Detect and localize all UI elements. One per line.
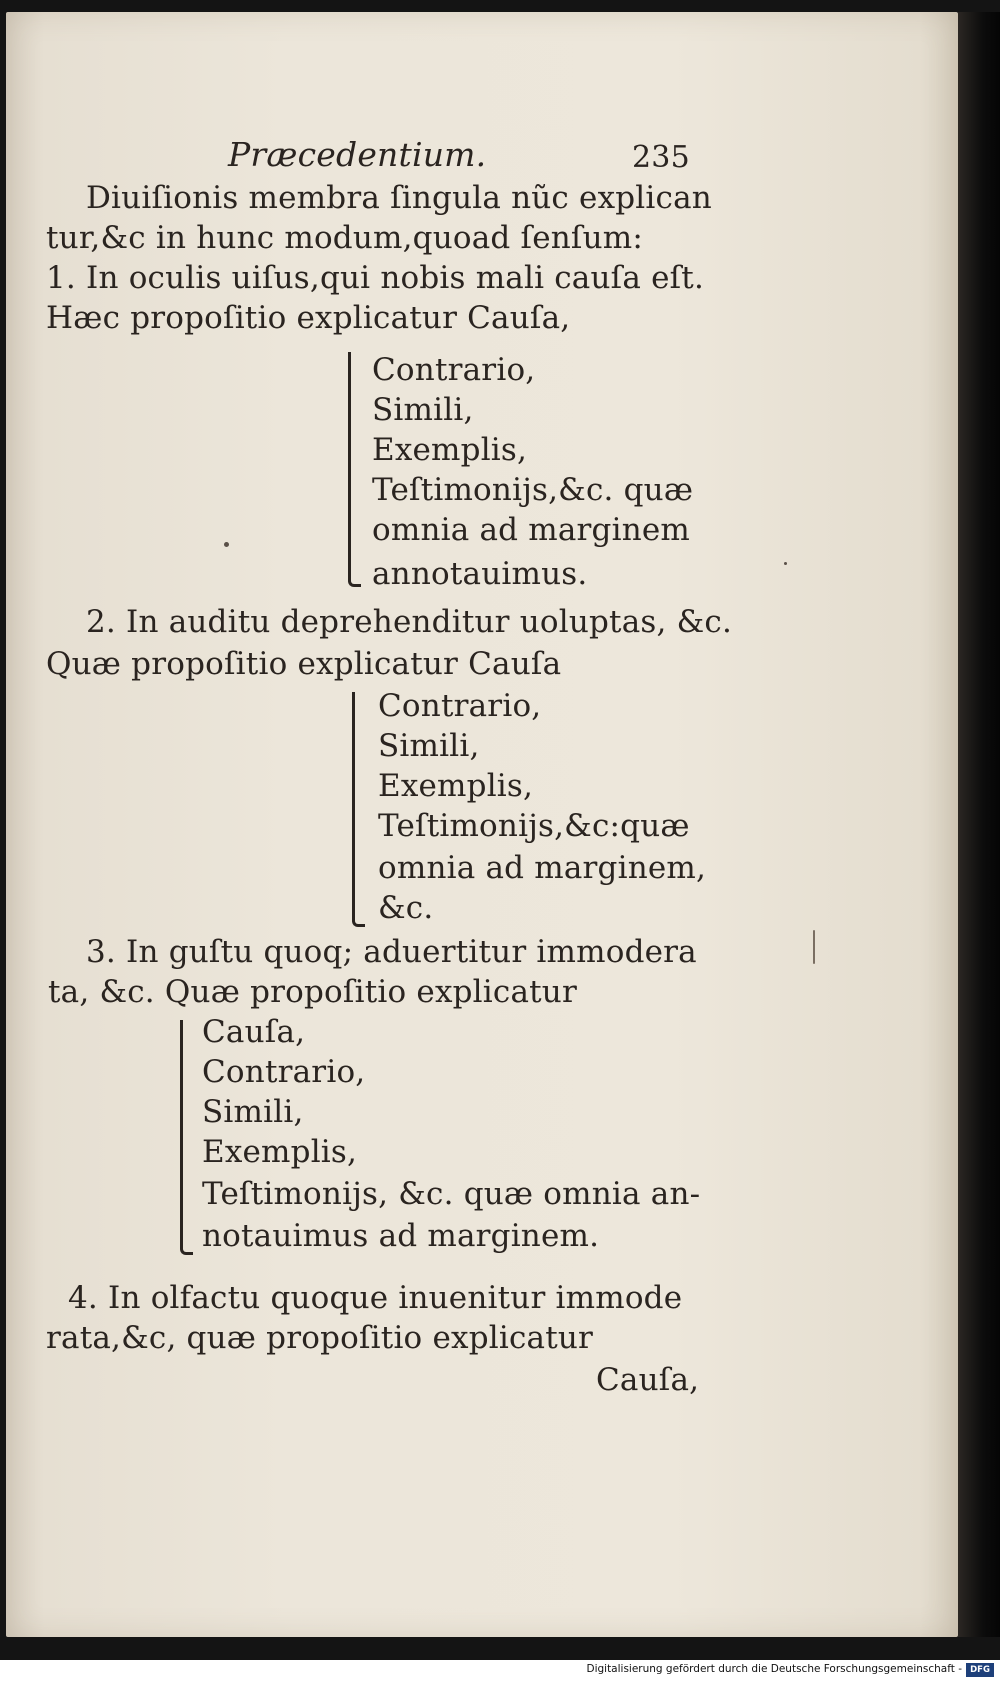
text-line: 4. In olfactu quoque inuenitur immode: [68, 1280, 683, 1316]
list-item: Simili,: [372, 392, 474, 428]
list-item: Teſtimonijs, &c. quæ omnia an-: [202, 1176, 701, 1212]
text-line: Hæc propoſitio explicatur Cauſa,: [46, 300, 571, 336]
list-item: Contrario,: [202, 1054, 366, 1090]
list-item: Simili,: [202, 1094, 304, 1130]
list-item: omnia ad marginem,: [378, 850, 707, 886]
paper-mark: [813, 930, 815, 964]
catchword: Cauſa,: [596, 1362, 700, 1398]
footer-bar: [0, 1660, 1000, 1681]
list-item: Cauſa,: [202, 1014, 306, 1050]
dfg-logo: DFG: [966, 1663, 994, 1677]
list-item: notauimus ad marginem.: [202, 1218, 600, 1254]
text-line: Diuiſionis membra ſingula nũc explican: [86, 180, 712, 216]
text-line: ta, &c. Quæ propoſitio explicatur: [48, 974, 577, 1010]
list-item: Teſtimonijs,&c. quæ: [372, 472, 694, 508]
text-line: Quæ propoſitio explicatur Cauſa: [46, 646, 562, 682]
brace-bracket: [180, 1020, 193, 1255]
list-item: Simili,: [378, 728, 480, 764]
text-line: tur,&c in hunc modum,quoad ſenſum:: [46, 220, 643, 256]
list-item: Teſtimonijs,&c:quæ: [378, 808, 690, 844]
paper-speck: [224, 542, 229, 547]
brace-bracket: [352, 692, 365, 927]
list-item: Contrario,: [378, 688, 542, 724]
list-item: Exemplis,: [202, 1134, 358, 1170]
page-edge: [958, 12, 1000, 1637]
paper-speck: [784, 562, 787, 565]
page-number: 235: [632, 140, 690, 175]
running-header: Præcedentium.: [228, 135, 487, 174]
list-item: &c.: [378, 890, 434, 926]
list-item: Contrario,: [372, 352, 536, 388]
list-item: annotauimus.: [372, 556, 588, 592]
list-item: Exemplis,: [372, 432, 528, 468]
footer-credit: Digitalisierung gefördert durch die Deutsche Forschungsgemeinschaft -: [586, 1663, 962, 1675]
text-line: 2. In auditu deprehenditur uoluptas, &c.: [86, 604, 733, 640]
text-line: rata,&c, quæ propoſitio explicatur: [46, 1320, 594, 1356]
text-line: 3. In guſtu quoq; aduertitur immodera: [86, 934, 697, 970]
text-line: 1. In oculis uiſus,qui nobis mali cauſa eſt.: [46, 260, 704, 296]
list-item: omnia ad marginem: [372, 512, 691, 548]
list-item: Exemplis,: [378, 768, 534, 804]
brace-bracket: [348, 352, 361, 587]
